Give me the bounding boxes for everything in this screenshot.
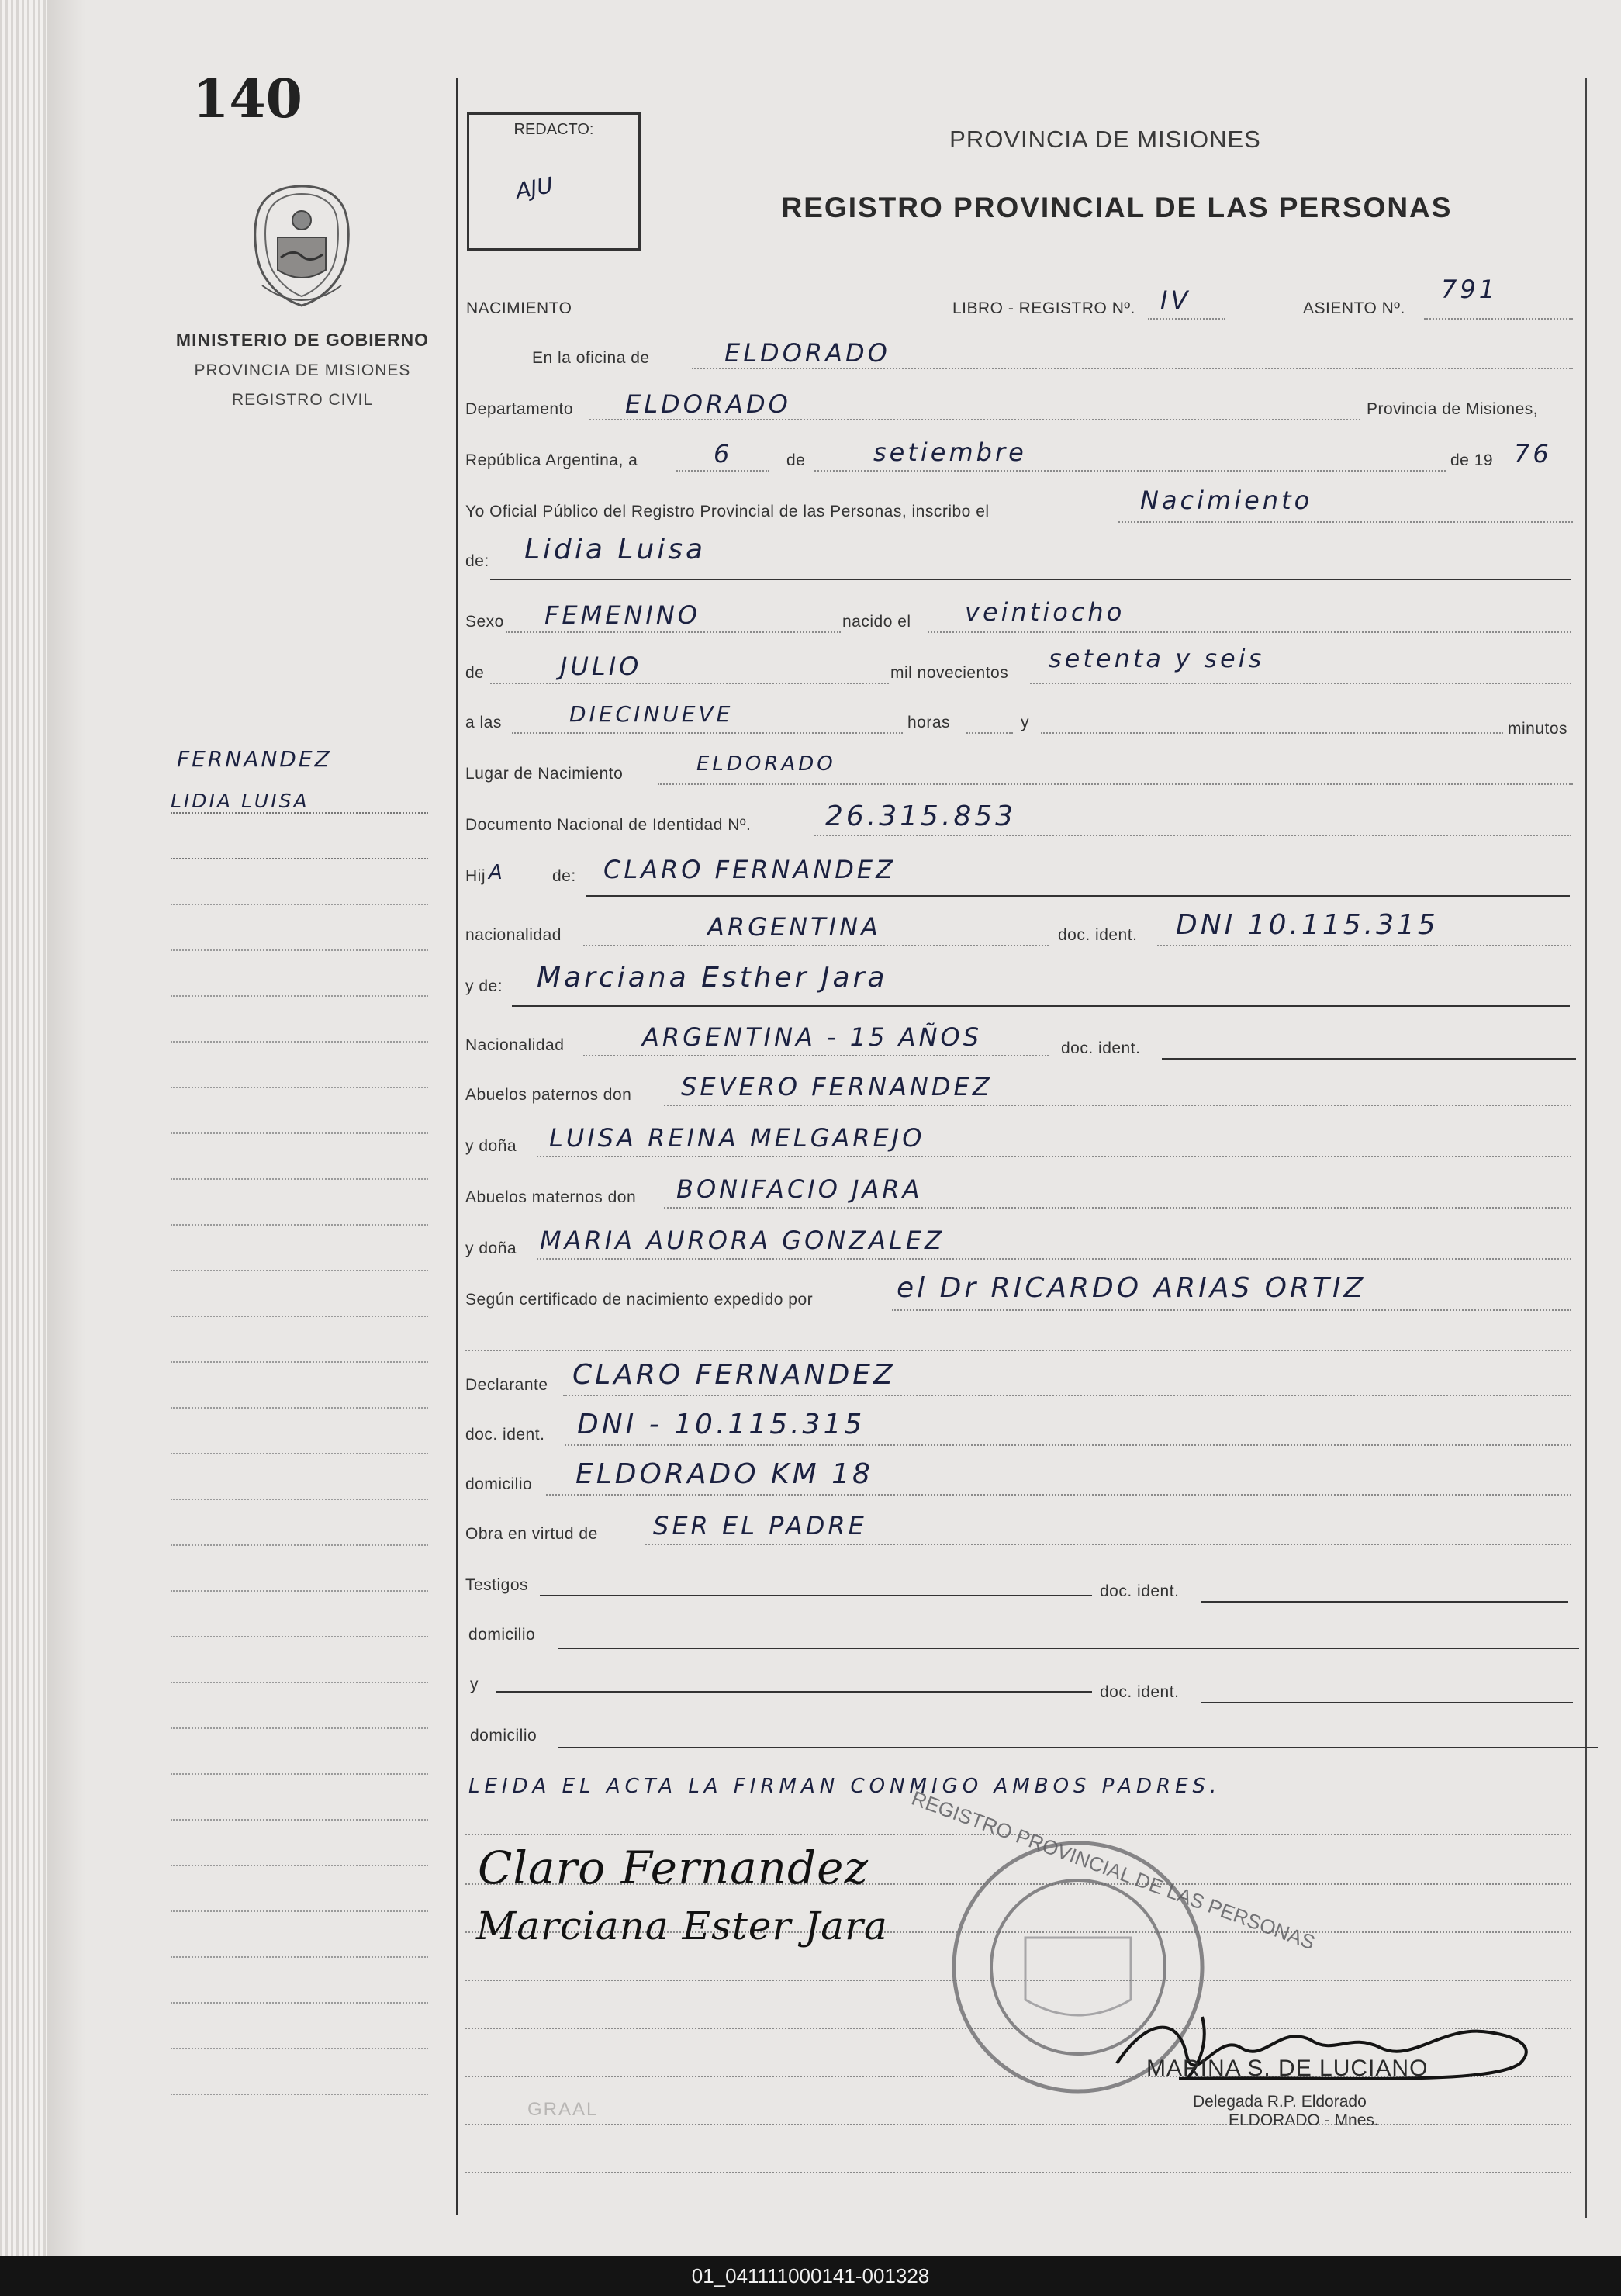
ministry-registry: REGISTRO CIVIL [231, 391, 374, 409]
test-doc-line [1201, 1601, 1568, 1603]
nac2-label: Nacionalidad [465, 1036, 565, 1054]
oficial-line [1118, 521, 1573, 523]
madre-label: y de: [465, 977, 503, 995]
nac2-line [583, 1055, 1049, 1056]
domicilio-label: domicilio [465, 1475, 533, 1493]
sexo-value: FEMENINO [544, 600, 700, 630]
abmat2-value: MARIA AURORA GONZALEZ [540, 1226, 945, 1255]
mes-value: setiembre [873, 437, 1027, 467]
padre-doc-line [1157, 945, 1571, 946]
declarante-label: Declarante [465, 1376, 548, 1394]
madre-value: Marciana Esther Jara [537, 962, 888, 994]
nombre-line [490, 579, 1571, 580]
nacido-value: veintiocho [965, 597, 1125, 627]
domicilio-value: ELDORADO KM 18 [575, 1458, 873, 1490]
dni-label: Documento Nacional de Identidad Nº. [465, 816, 752, 834]
province-heading: PROVINCIA DE MISIONES [949, 126, 1261, 153]
libro-line [1148, 318, 1225, 320]
anio-label: de 19 [1450, 451, 1494, 469]
nac-label: nacionalidad [465, 926, 562, 944]
sexo-label: Sexo [465, 613, 504, 631]
domicilio-line [546, 1494, 1571, 1496]
minutos-line [1041, 732, 1503, 734]
redacto-box [467, 112, 641, 251]
oficina-line [692, 368, 1573, 369]
decl-doc-label: doc. ident. [465, 1426, 545, 1444]
lugar-line [658, 783, 1573, 785]
test-dom-label: domicilio [468, 1626, 536, 1644]
nac2-value: ARGENTINA - 15 AÑOS [642, 1022, 982, 1052]
de-label: de [786, 451, 806, 469]
test-dom2-line [558, 1747, 1598, 1748]
mes-nac-line [490, 683, 889, 684]
hijo-suffix: A [489, 861, 506, 884]
right-border [1585, 78, 1587, 2218]
testigos-label: Testigos [465, 1576, 529, 1594]
oficina-label: En la oficina de [532, 349, 650, 367]
cert-label: Según certificado de nacimiento expedido por [465, 1291, 814, 1309]
page-stack-edge [0, 0, 47, 2256]
official-place: ELDORADO - Mnes. [1229, 2111, 1379, 2129]
coat-of-arms-icon [247, 183, 357, 309]
madre-line [512, 1005, 1570, 1007]
lugar-value: ELDORADO [696, 752, 836, 776]
madre-doc-line [1162, 1058, 1576, 1060]
minutos-label: minutos [1508, 720, 1568, 738]
obra-line [645, 1544, 1571, 1545]
horas-line [966, 732, 1013, 734]
faint-mark: GRAAL [527, 2099, 599, 2120]
oficial-value: Nacimiento [1140, 486, 1313, 515]
registry-title: REGISTRO PROVINCIAL DE LAS PERSONAS [781, 192, 1453, 223]
libro-value: IV [1160, 285, 1191, 315]
abmat-label: Abuelos maternos don [465, 1188, 637, 1206]
test-doc-label: doc. ident. [1100, 1582, 1180, 1600]
y-label: y [1021, 714, 1029, 731]
binding-shadow [47, 0, 85, 2256]
decl-doc-line [565, 1444, 1571, 1446]
provincia-label: Provincia de Misiones, [1367, 400, 1539, 418]
nombre-de-label: de: [465, 552, 489, 570]
oficina-value: ELDORADO [724, 338, 890, 368]
redacto-initials: AJU [513, 172, 555, 204]
anio-value: 76 [1514, 439, 1552, 469]
cert-line-2 [465, 1350, 1571, 1351]
departamento-label: Departamento [465, 400, 574, 418]
madre-doc-label: doc. ident. [1061, 1039, 1141, 1057]
margin-notes-lines [171, 768, 428, 2095]
act-type-label: NACIMIENTO [466, 299, 572, 317]
nac-value: ARGENTINA [707, 912, 881, 942]
official-name: MARINA S. DE LUCIANO [1146, 2056, 1429, 2081]
cert-value: el Dr RICARDO ARIAS ORTIZ [897, 1272, 1367, 1304]
hijo-de-label: de: [552, 867, 576, 885]
abpat2-line [537, 1156, 1571, 1157]
asiento-label: ASIENTO Nº. [1303, 299, 1405, 317]
hora-line [512, 732, 903, 734]
hora-value: DIECINUEVE [569, 701, 734, 727]
mil-value: setenta y seis [1049, 644, 1265, 673]
alas-label: a las [465, 714, 502, 731]
dia-line [676, 470, 769, 472]
mil-line [1030, 683, 1571, 684]
departamento-line [589, 419, 1360, 420]
padre-doc-value: DNI 10.115.315 [1176, 909, 1439, 941]
libro-label: LIBRO - REGISTRO Nº. [952, 299, 1135, 317]
padre-value: CLARO FERNANDEZ [603, 855, 897, 884]
abpat-label: Abuelos paternos don [465, 1086, 632, 1104]
abmat2-label: y doña [465, 1240, 517, 1257]
lugar-label: Lugar de Nacimiento [465, 765, 624, 783]
nacido-line [928, 631, 1571, 633]
signature-area-line-8 [465, 2172, 1571, 2173]
sexo-line [506, 631, 841, 633]
nac-line [583, 945, 1049, 946]
test-y-label: y [470, 1675, 479, 1693]
test-y-line [496, 1691, 1092, 1693]
signature-area-line-7 [465, 2124, 1571, 2125]
abmat2-line [537, 1258, 1571, 1260]
cert-line [892, 1309, 1571, 1311]
abpat-value: SEVERO FERNANDEZ [681, 1072, 993, 1101]
dia-value: 6 [714, 439, 733, 469]
abmat-line [664, 1207, 1571, 1209]
padre-doc-label: doc. ident. [1058, 926, 1138, 944]
dni-value: 26.315.853 [825, 800, 1017, 832]
declarante-value: CLARO FERNANDEZ [572, 1359, 896, 1391]
asiento-line [1424, 318, 1573, 320]
test-dom2-label: domicilio [470, 1727, 537, 1744]
abpat2-label: y doña [465, 1137, 517, 1155]
official-title: Delegada R.P. Eldorado [1193, 2093, 1367, 2111]
margin-surname: FERNANDEZ [177, 746, 332, 772]
abmat-value: BONIFACIO JARA [676, 1174, 923, 1204]
page-number: 140 [192, 68, 302, 130]
mes-line [814, 470, 1446, 472]
nacido-label: nacido el [842, 613, 911, 631]
footer-id: 01_041111000141-001328 [0, 2256, 1621, 2296]
ministry-province: PROVINCIA DE MISIONES [194, 361, 411, 379]
oficial-label: Yo Oficial Público del Registro Provincial de las Personas, inscribo el [465, 503, 990, 520]
ministry-block [147, 330, 458, 410]
dni-line [814, 835, 1571, 836]
abpat-line [664, 1105, 1571, 1106]
departamento-value: ELDORADO [625, 389, 791, 419]
column-divider [456, 78, 458, 2215]
test-dom-line [558, 1648, 1579, 1649]
test-doc2-line [1201, 1702, 1573, 1703]
margin-given-names: LIDIA LUISA [171, 790, 309, 812]
padre-line [586, 895, 1570, 897]
horas-label: horas [907, 714, 951, 731]
nombre-value: Lidia Luisa [524, 534, 707, 565]
obra-value: SER EL PADRE [653, 1511, 867, 1540]
decl-doc-value: DNI - 10.115.315 [577, 1409, 866, 1440]
mother-signature: Marciana Ester Jara [476, 1904, 888, 1948]
testigos-line [540, 1595, 1092, 1596]
redacto-label: REDACTO: [513, 121, 594, 138]
closing-note: LEIDA EL ACTA LA FIRMAN CONMIGO AMBOS PADRES. [468, 1775, 1222, 1798]
obra-label: Obra en virtud de [465, 1525, 598, 1543]
mil-label: mil novecientos [890, 664, 1009, 682]
father-signature: Claro Fernandez [478, 1841, 869, 1894]
test-doc2-label: doc. ident. [1100, 1683, 1180, 1701]
declarante-line [563, 1395, 1571, 1396]
ministry-title: MINISTERIO DE GOBIERNO [175, 330, 430, 350]
hijo-label: Hij [465, 867, 486, 885]
republica-label: República Argentina, a [465, 451, 638, 469]
mes-nac-label: de [465, 664, 485, 682]
abpat2-value: LUISA REINA MELGAREJO [549, 1123, 925, 1153]
mes-nac-value: JULIO [560, 652, 642, 681]
stamp-text: REGISTRO PROVINCIAL DE LAS PERSONAS [908, 1786, 1319, 1955]
asiento-value: 791 [1441, 275, 1498, 304]
